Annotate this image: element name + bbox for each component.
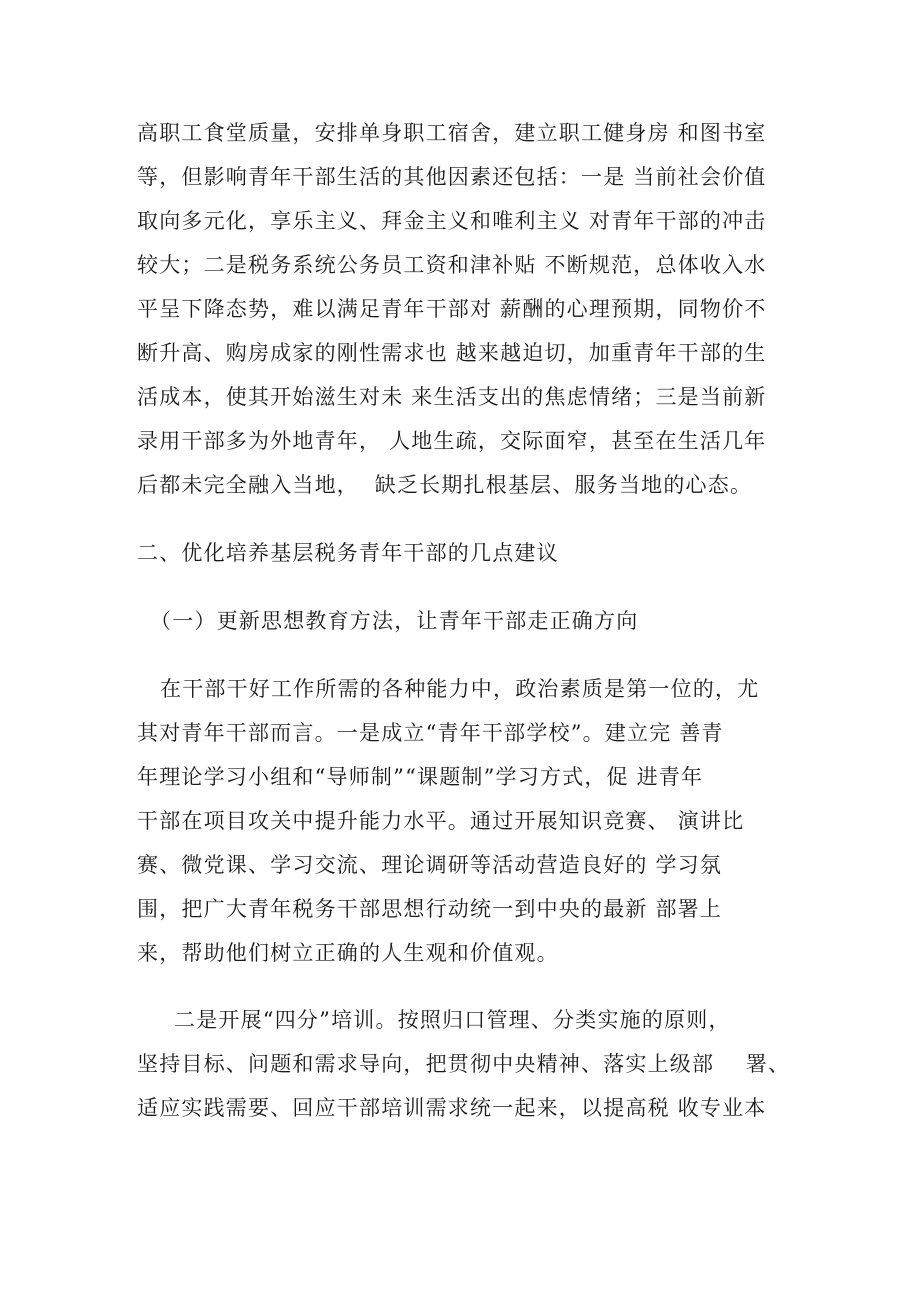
paragraph-3-line: 二是开展“四分”培训。按照归口管理、分类实施的原则， [174,1008,731,1032]
paragraph-1-line: 取向多元化，享乐主义、拜金主义和唯利主义 对青年干部的冲击 [137,209,767,233]
paragraph-1-line: 等，但影响青年干部生活的其他因素还包括：一是 当前社会价值 [137,165,767,189]
paragraph-2-line: 来，帮助他们树立正确的人生观和价值观。 [137,941,559,965]
paragraph-1-line: 后都未完全融入当地， 缺乏长期扎根基层、服务当地的心态。 [137,473,753,497]
paragraph-3-line: 适应实践需要、回应干部培训需求统一起来，以提高税 收专业本 [137,1096,767,1120]
paragraph-1-line: 断升高、购房成家的刚性需求也 越来越迫切，加重青年干部的生 [137,341,767,365]
section-heading: 二、优化培养基层税务青年干部的几点建议 [137,541,559,565]
paragraph-1-line: 录用干部多为外地青年， 人地生疏，交际面窄，甚至在生活几年 [137,429,767,453]
paragraph-1-line: 较大；二是税务系统公务员工资和津补贴 不断规范，总体收入水 [137,253,767,277]
paragraph-1-line: 高职工食堂质量，安排单身职工宿舍，建立职工健身房 和图书室 [137,121,767,145]
paragraph-2-line: 在干部干好工作所需的各种能力中，政治素质是第一位的，尤 [160,677,760,701]
paragraph-1-line: 活成本，使其开始滋生对未 来生活支出的焦虑情绪；三是当前新 [137,385,767,409]
subsection-heading: （一）更新思想教育方法，让青年干部走正确方向 [150,609,639,633]
paragraph-2-line: 赛、微党课、学习交流、理论调研等活动营造良好的 学习氛 [137,853,723,877]
paragraph-1-line: 平呈下降态势，难以满足青年干部对 薪酬的心理预期，同物价不 [137,297,767,321]
paragraph-2-line: 围，把广大青年税务干部思想行动统一到中央的最新 部署上 [137,897,723,921]
paragraph-2-line: 干部在项目攻关中提升能力水平。通过开展知识竞赛、 演讲比 [137,809,745,833]
paragraph-2-line: 其对青年干部而言。一是成立“青年干部学校”。建立完 善青 [137,721,724,745]
paragraph-3-line: 坚持目标、问题和需求导向，把贯彻中央精神、落实上级部 署、 [137,1052,791,1076]
paragraph-2-line: 年理论学习小组和“导师制”“课题制”学习方式，促 进青年 [137,765,704,789]
